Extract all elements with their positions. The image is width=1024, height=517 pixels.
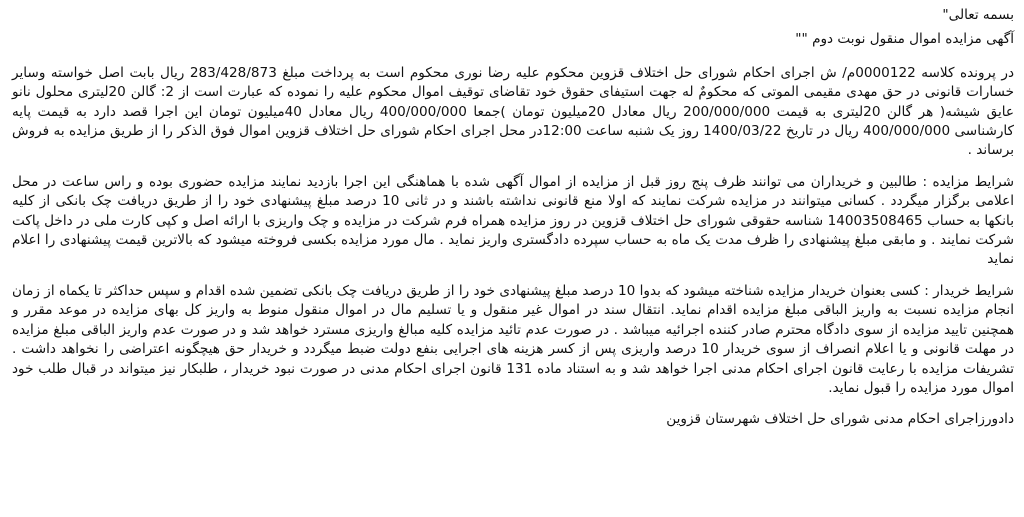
notice-title: آگهی مزایده اموال منقول نوبت دوم "" [795,31,1014,48]
case-details-paragraph: در پرونده کلاسه 0000122م/ ش اجرای احکام شورای حل اختلاف قزوین محکوم علیه رضا نوری محکوم است به پرداخت مبلغ 283/428/873 ریال بابت اصل خواسته وسایر خسارات قانونی در حق مهدی مقیمی الموتی که محکومٌ له جهت استیفای حقوق خود تقاضای توقیف اموال محکوم علیه را نموده که عبارت است از 2: گالن 20لیتری محلول نانو عایق شیشه( هر گالن 20لیتری به قیمت 200/000/000 ریال معادل 20میلیون تومان )جمعا 400/000/000 ریال معادل 40میلیون تومان این اجرا قصد دارد به قیمت پایه کارشناسی 400/000/000 ریال در تاریخ 1400/03/22 روز یک شنبه ساعت 12:00در محل اجرای احکام شورای حل اختلاف قزوین اموال فوق الذکر را از طریق مزایده به فروش برساند . [12,64,1015,159]
buyer-conditions-paragraph: شرایط خریدار : کسی بعنوان خریدار مزایده شناخته میشود که بدوا 10 درصد مبلغ پیشنهادی خود را از طریق دریافت چک بانکی تضمین شده اقدام و سپس حداکثر تا یکماه از زمان انجام مزایده نسبت به واریز الباقی مبلغ مزایده اقدام نماید. انتقال سند در اموال غیر منقول و یا تسلیم مال در اموال منقول منوط به واریز کل بهای مزایده در موعد مقرر و همچنین تایید مزایده از سوی دادگاه محترم صادر کننده اجرائیه میباشد . در صورت عدم تائید مزایده کلیه مبالغ واریزی مسترد خواهد شد و در صورت عدم واریز الباقی مبلغ مزایده در مهلت قانونی و یا اعلام انصراف از سوی خریدار 10 درصد واریزی پس از کسر هزینه های اجرایی بنفع دولت ضبط میگردد و خریدار حق هیچگونه اعتراضی را نخواهد داشت . تشریفات مزایده با رعایت قانون اجرای احکام مدنی اجرا خواهد شد و به استناد ماده 131 قانون اجرای احکام مدنی در صورت نبود خریدار ، طلبکار نیز میتواند در قبال طلب خود اموال مورد مزایده را قبول نماید. [12,282,1014,396]
signature-line: دادورزاجرای احکام مدنی شورای حل اختلاف شهرستان قزوین [666,411,1014,428]
bismillah-heading: بسمه تعالی" [942,7,1014,23]
auction-conditions-paragraph: شرایط مزایده : طالبین و خریداران می توانند ظرف پنج روز قبل از مزایده از اموال آگهی شده با هماهنگی این اجرا بازدید نمایند مزایده حضوری بوده و راس ساعت در محل اعلامی برگزار میگردد . کسانی میتوانند در مزایده شرکت نمایند که اولا منع قانونی نداشته باشند و در ثانی 10 درصد مبلغ پیشنهادی خود را از طریق دریافت چک بانکی از کلیه بانکها به حساب 14003508465 شناسه حقوقی شورای حل اختلاف قزوین در روز مزایده همراه فرم شرکت در مزایده و چک واریزی با ارائه اصل و کپی کارت ملی در داخل پاکت شرکت نمایند . و مابقی مبلغ پیشنهادی را ظرف مدت یک ماه به حساب سپرده دادگستری واریز نماید . مال مورد مزایده بکسی فروخته میشود که بالاترین قیمت پیشنهادی را اعلام نماید [12,173,1014,268]
